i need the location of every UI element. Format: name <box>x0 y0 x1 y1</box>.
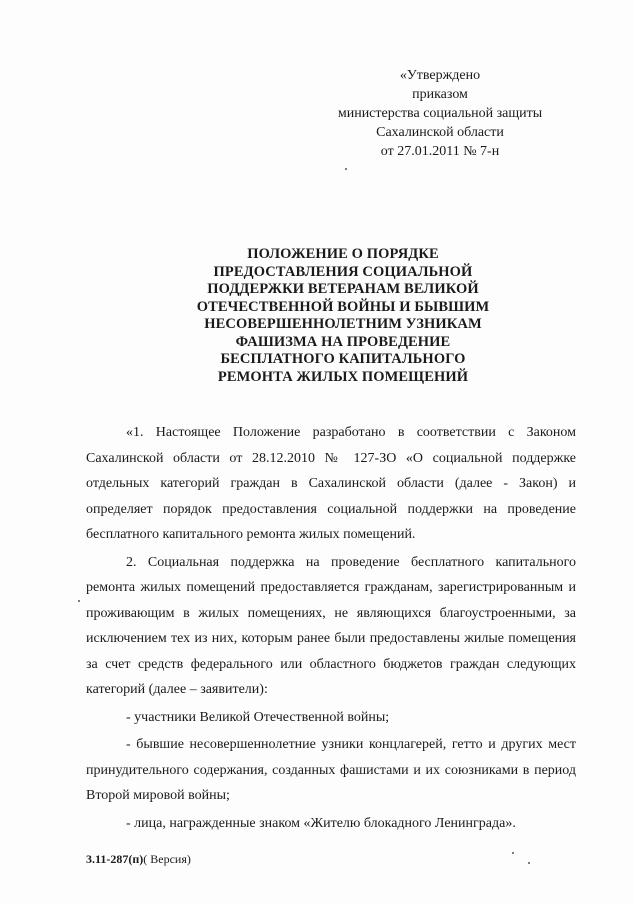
title-line-1: ПОЛОЖЕНИЕ О ПОРЯДКЕ <box>247 246 439 262</box>
title-line-2: ПРЕДОСТАВЛЕНИЯ СОЦИАЛЬНОЙ <box>213 263 473 280</box>
paragraph-1: «1. Настоящее Положение разработано в соответствии с Законом Сахалинской области от 28.12.2010 № 127-ЗО «О социальной поддержке отдельных категорий граждан в Сахалинской области (далее - Закон) и определяет порядок предоставления социальной поддержки на проведение бесплатного капитального ремонта жилых помещений. <box>86 425 576 542</box>
footer-code: 3.11-287(п) <box>86 852 144 866</box>
list-item: - бывшие несовершеннолетние узники концлагерей, гетто и других мест принудительного содержания, созданных фашистами и их союзниками в период Второй мировой войны; <box>86 737 576 803</box>
title-line-8: РЕМОНТА ЖИЛЫХ ПОМЕЩЕНИЙ <box>217 368 469 385</box>
scan-speck <box>512 852 514 854</box>
approval-line-5: от 27.01.2011 № 7-н <box>380 144 500 159</box>
title-line-5: НЕСОВЕРШЕННОЛЕТНИМ УЗНИКАМ <box>204 316 482 332</box>
document-title <box>150 246 536 386</box>
title-line-6: ФАШИЗМА НА ПРОВЕДЕНИЕ <box>235 333 451 350</box>
title-line-7: БЕСПЛАТНОГО КАПИТАЛЬНОГО <box>220 351 466 367</box>
approval-line-2: приказом <box>412 87 468 102</box>
approval-line-3: министерства социальной защиты <box>337 106 543 121</box>
scan-speck <box>528 862 530 864</box>
footer-version: ( Версия) <box>143 852 191 866</box>
title-line-4: ОТЕЧЕСТВЕННОЙ ВОЙНЫ И БЫВШИМ <box>196 298 490 315</box>
approval-line-1: «Утверждено <box>399 68 481 83</box>
scan-speck <box>78 600 80 602</box>
list-item: - лица, награжденные знаком «Жителю блокадного Ленинграда». <box>126 815 516 831</box>
document-body <box>86 420 576 838</box>
title-line-3: ПОДДЕРЖКИ ВЕТЕРАНАМ ВЕЛИКОЙ <box>207 281 479 297</box>
approval-stamp <box>300 66 580 161</box>
approval-line-4: Сахалинской области <box>376 125 504 140</box>
footer-document-code <box>86 852 191 867</box>
paragraph-2: 2. Социальная поддержка на проведение бесплатного капитального ремонта жилых помещений предоставляется гражданам, зарегистрированным и проживающим в жилых помещениях, не являющихся благоустроенными, за исключением тех из них, которым ранее были предоставлены жилые помещения за счет средств федерального или областного бюджетов граждан следующих категорий (далее – заявители): <box>86 554 576 697</box>
list-item: - участники Великой Отечественной войны; <box>126 709 390 725</box>
scan-speck <box>345 168 347 170</box>
